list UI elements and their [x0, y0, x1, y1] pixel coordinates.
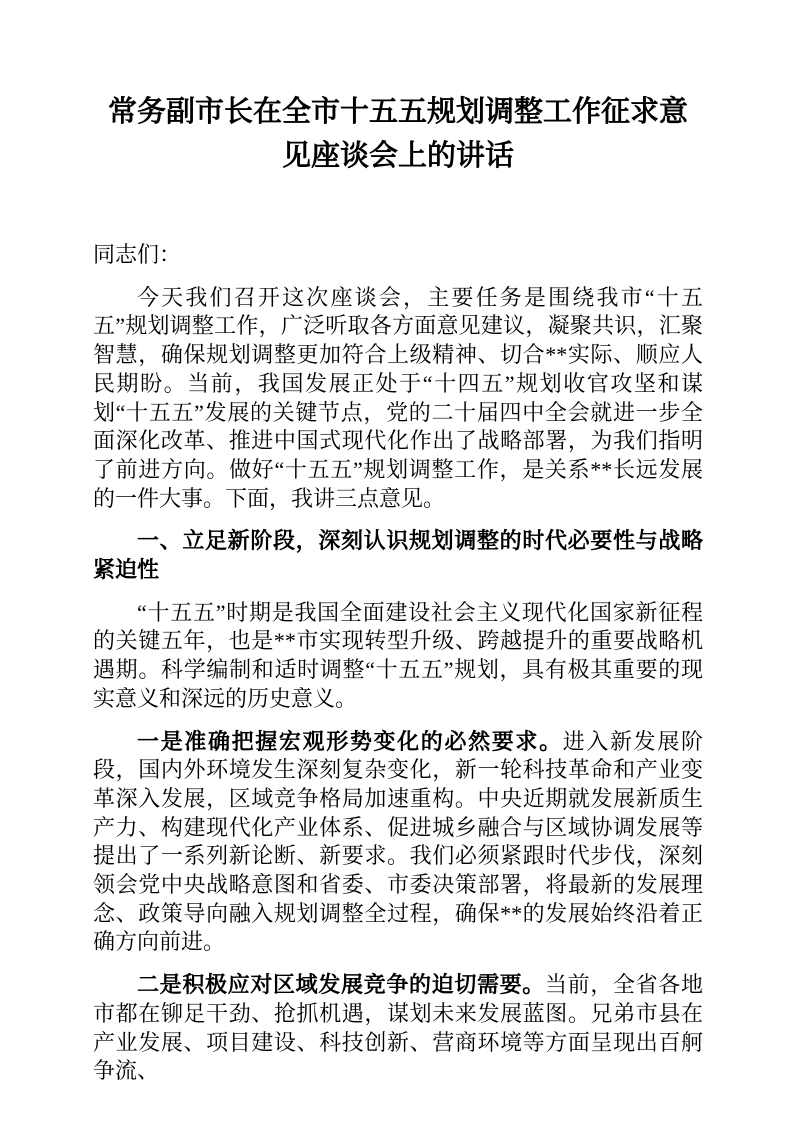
salutation: 同志们：: [93, 242, 182, 267]
heading-text: 一、立足新阶段，深刻认识规划调整的时代必要性与战略紧迫性: [93, 528, 703, 583]
paragraph-intro: [93, 284, 703, 514]
paragraph-point-2: [93, 971, 703, 1086]
paragraph-lead: 二是积极应对区域发展竞争的迫切需要。: [137, 972, 545, 998]
paragraph-text: 今天我们召开这次座谈会，主要任务是围绕我市“十五五”规划调整工作，广泛听取各方面意见建议，凝聚共识，汇聚智慧，确保规划调整更加符合上级精神、切合**实际、顺应人民期盼。当前，我国发展正处于“十四五”规划收官攻坚和谋划“十五五”发展的关键节点，党的二十届四中全会就进一步全面深化改革、推进中国式现代化作出了战略部署，为我们指明了前进方向。做好“十五五”规划调整工作，是关系**长远发展的一件大事。下面，我讲三点意见。: [93, 284, 703, 511]
paragraph-text: 进入新发展阶段，国内外环境发生深刻复杂变化，新一轮科技革命和产业变革深入发展，区域竞争格局加速重构。中央近期就发展新质生产力、构建现代化产业体系、促进城乡融合与区域协调发展等提出了一系列新论断、新要求。我们必须紧跟时代步伐，深刻领会党中央战略意图和省委、市委决策部署，将最新的发展理念、政策导向融入规划调整全过程，确保**的发展始终沿着正确方向前进。: [93, 728, 703, 955]
paragraph-lead: 一是准确把握宏观形势变化的必然要求。: [137, 728, 563, 754]
document-title: 常务副市长在全市十五五规划调整工作征求意见座谈会上的讲话: [107, 96, 688, 172]
section-heading-1: [93, 527, 703, 584]
paragraph-text: 当前，全省各地市都在铆足干劲、抢抓机遇，谋划未来发展蓝图。兄弟市县在产业发展、项目建设、科技创新、营商环境等方面呈现出百舸争流、: [93, 972, 703, 1084]
paragraph-point-1: [93, 728, 703, 958]
paragraph-section1-overview: [93, 599, 703, 714]
paragraph-text: “十五五”时期是我国全面建设社会主义现代化国家新征程的关键五年，也是**市实现转型升级、跨越提升的重要战略机遇期。科学编制和适时调整“十五五”规划，具有极其重要的现实意义和深远的历史意义。: [93, 599, 703, 711]
